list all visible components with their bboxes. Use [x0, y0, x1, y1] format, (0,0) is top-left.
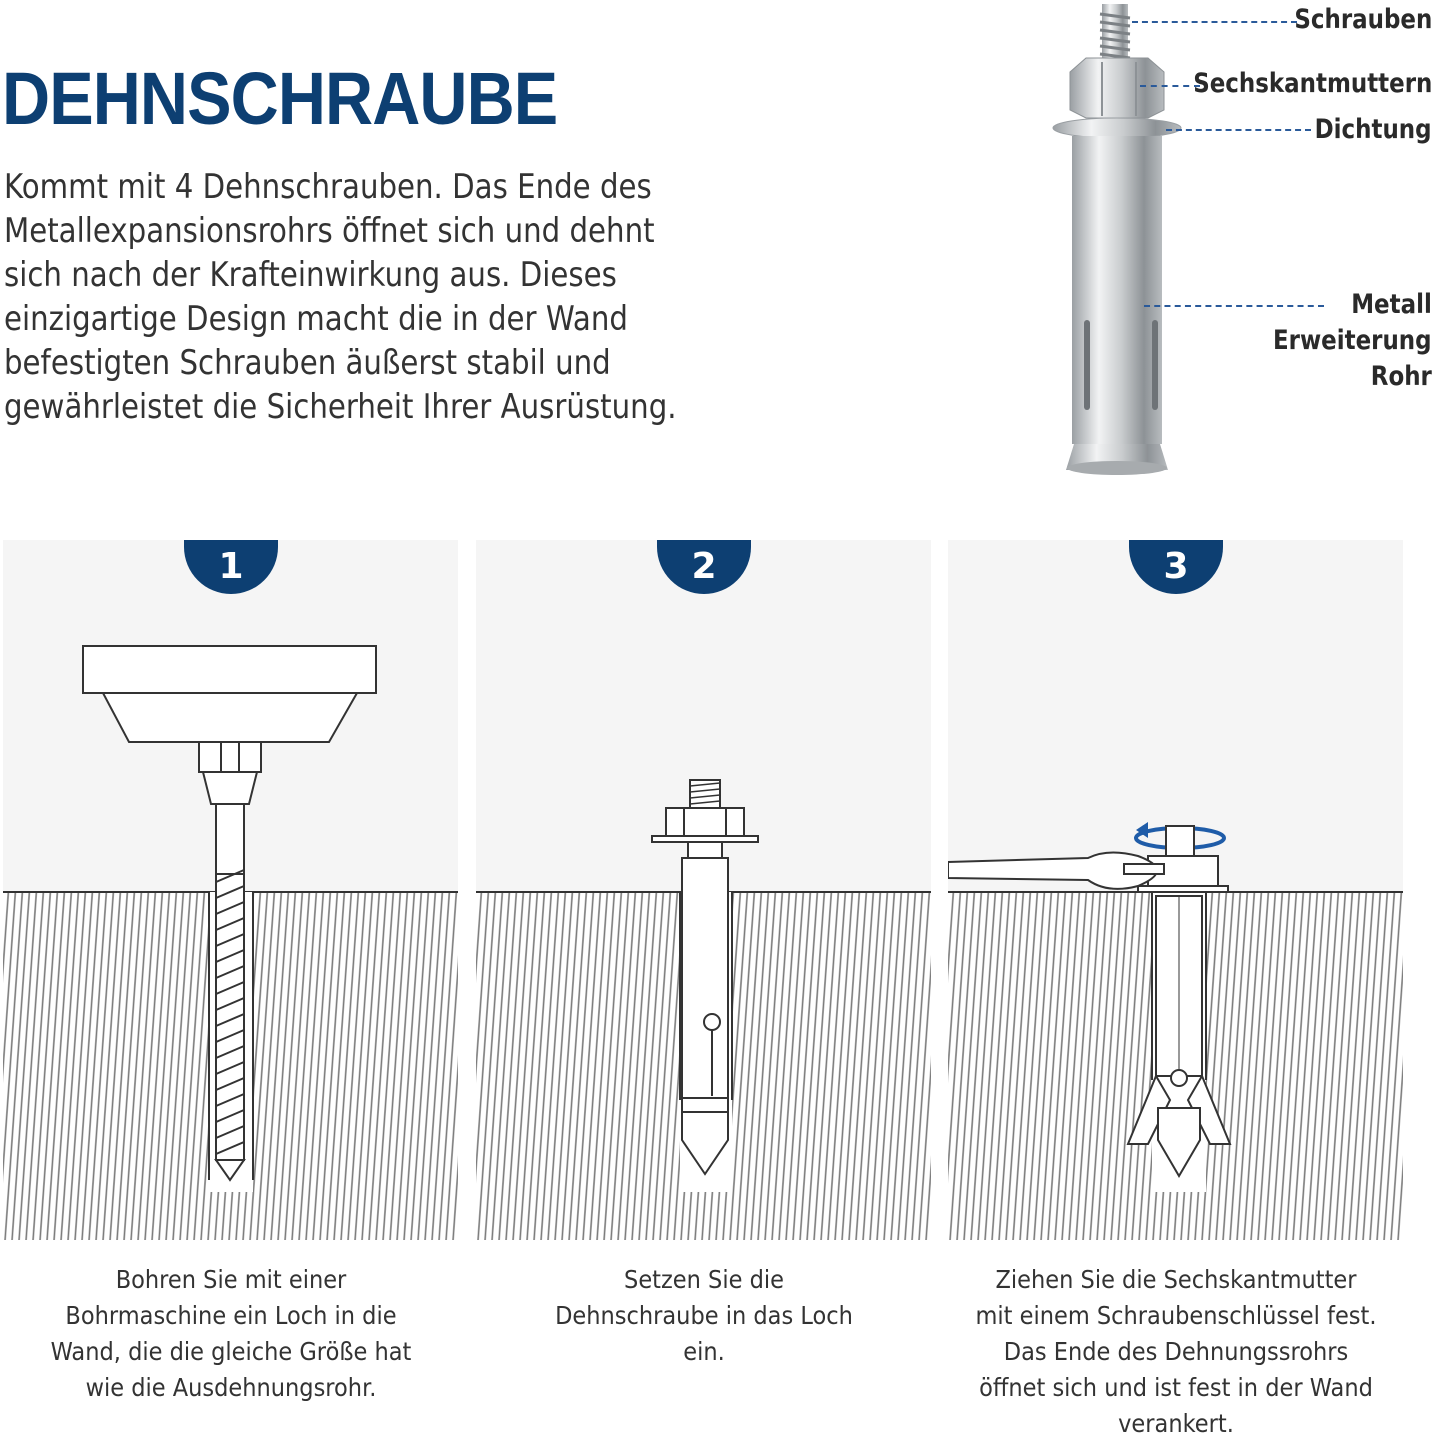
step-1-badge: 1: [184, 540, 278, 594]
step-3-caption: Ziehen Sie die Sechskantmutter mit einem Schraubenschlüssel fest. Das Ende des Dehnungssrohrs öffnet sich und ist fest in der Wand verankert.: [974, 1265, 1377, 1438]
step-3-panel: [948, 540, 1403, 1240]
label-screw: Schrauben: [1294, 4, 1432, 35]
label-tube-3: Rohr: [1370, 361, 1432, 392]
label-washer: Dichtung: [1315, 114, 1432, 145]
step-2-illustration: [476, 540, 931, 1240]
step-1-caption: Bohren Sie mit einer Bohrmaschine ein Loch in die Wand, die die gleiche Größe hat wie die Ausdehnungsrohr.: [50, 1265, 411, 1402]
label-tube-1: Metall: [1351, 289, 1432, 320]
step-2-badge: 2: [657, 540, 751, 594]
expansion-bolt-illustration: [1040, 0, 1210, 480]
step-2-caption: Setzen Sie die Dehnschraube in das Loch ein.: [554, 1265, 853, 1366]
step-3-illustration: [948, 540, 1403, 1240]
product-description: Kommt mit 4 Dehnschrauben. Das Ende des Metallexpansionsrohrs öffnet sich und dehnt sich nach der Krafteinwirkung aus. Dieses einzigartige Design macht die in der Wand befestigten Schrauben äußerst stabil und gewährleistet die Sicherheit Ihrer Ausrüstung.: [4, 167, 677, 427]
step-2-panel: [476, 540, 931, 1240]
page-title: DEHNSCHRAUBE: [2, 57, 558, 140]
label-hex-nut: Sechskantmuttern: [1192, 68, 1432, 99]
label-tube-2: Erweiterung: [1273, 325, 1432, 356]
step-1-illustration: [3, 540, 458, 1240]
step-1-panel: [3, 540, 458, 1240]
step-3-badge: 3: [1129, 540, 1223, 594]
